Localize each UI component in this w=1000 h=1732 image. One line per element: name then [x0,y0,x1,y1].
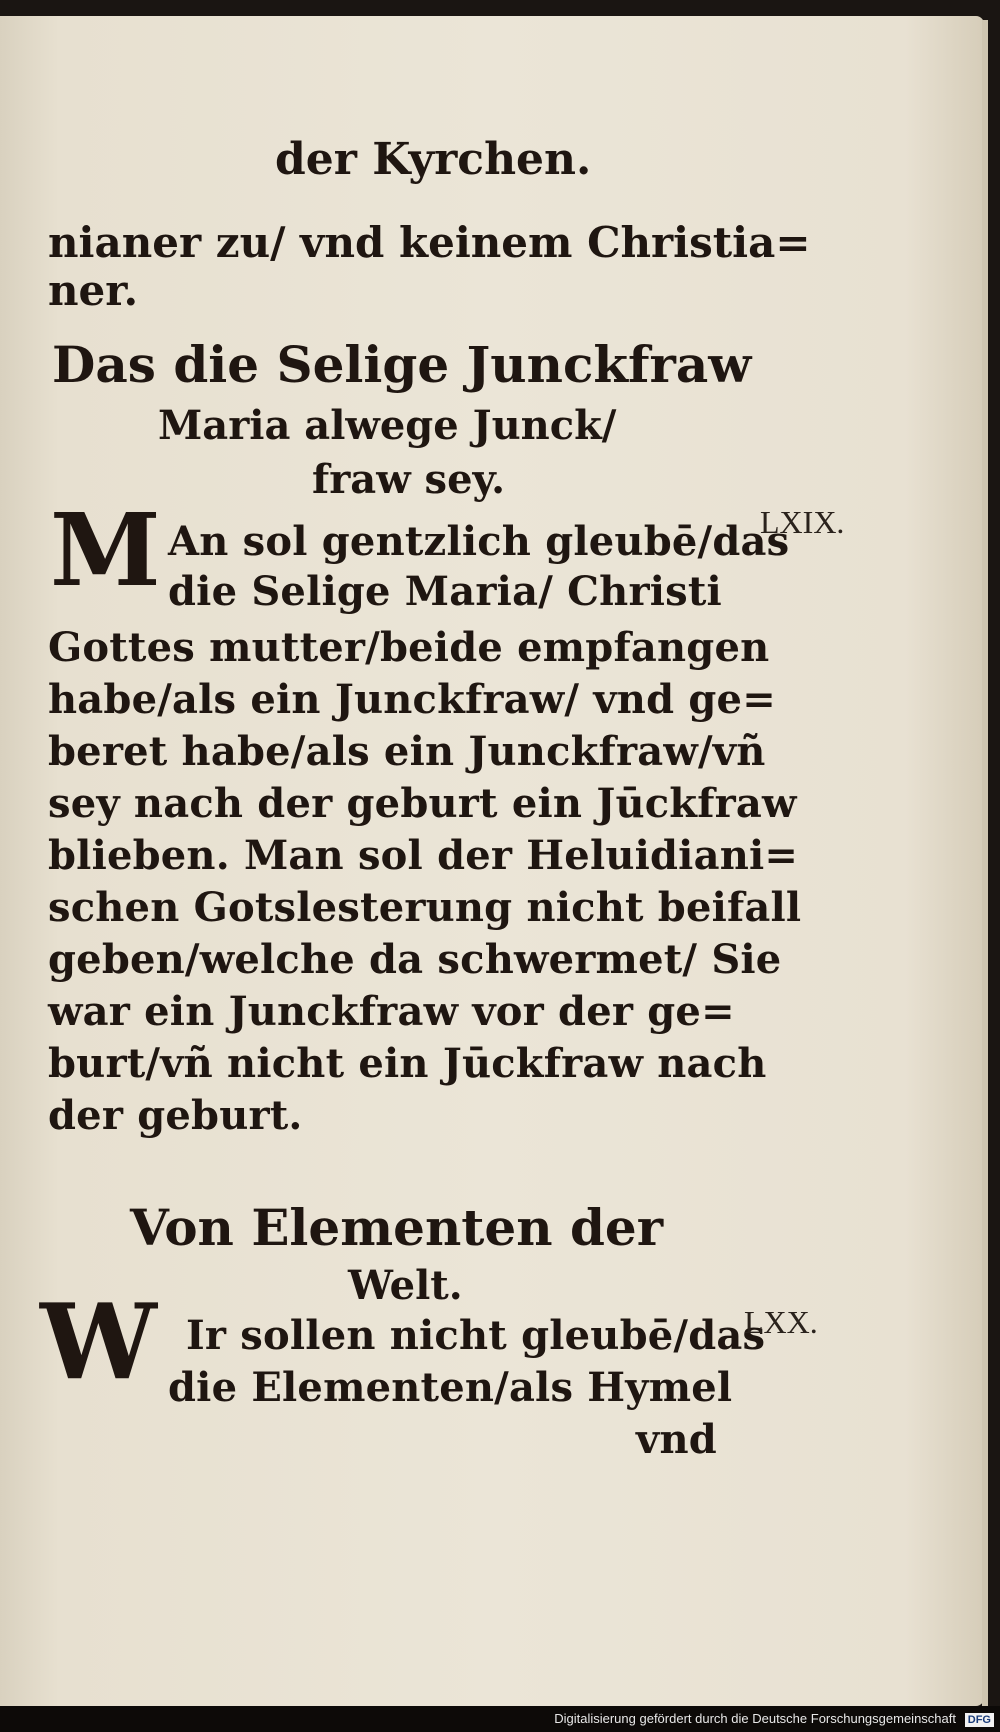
drop-initial: W [40,1280,157,1403]
continuation-line: ner. [48,266,139,315]
section-heading: Welt. [348,1262,463,1309]
text-line: die Selige Maria/ Christi [168,568,722,615]
text-line: Gottes mutter/beide empfangen [48,624,770,671]
margin-number: LXX. [744,1304,818,1340]
text-line: Ir sollen nicht gleubē/das [186,1312,766,1359]
section-heading: fraw sey. [312,456,506,503]
text-line: geben/welche da schwermet/ Sie [48,936,782,983]
funding-note: Digitalisierung gefördert durch die Deutsche Forschungsgemeinschaft [554,1711,956,1726]
text-line: habe/als ein Junckfraw/ vnd ge= [48,676,776,723]
text-line: sey nach der geburt ein Jūckfraw [48,780,797,827]
section-heading: Maria alwege Junck/ [158,402,617,449]
text-line: schen Gotslesterung nicht beifall [48,884,802,931]
text-line: war ein Junckfraw vor der ge= [48,988,735,1035]
text-line: die Elementen/als Hymel [168,1364,733,1411]
text-line: blieben. Man sol der Heluidiani= [48,832,799,879]
text-line: An sol gentzlich gleubē/das [168,518,790,565]
continuation-line: nianer zu/ vnd keinem Christia= [48,218,811,267]
footer-bar [0,1706,1000,1732]
text-line: burt/vñ nicht ein Jūckfraw nach [48,1040,767,1087]
catchword: vnd [636,1416,717,1463]
margin-number: LXIX. [760,504,845,540]
running-head: der Kyrchen. [275,134,592,185]
dfg-logo-icon: DFG [965,1713,994,1727]
drop-initial: M [50,491,161,609]
page-edge [982,20,988,1710]
section-heading: Das die Selige Junckfraw [52,335,752,394]
text-line: beret habe/als ein Junckfraw/vñ [48,728,766,775]
text-line: der geburt. [48,1092,303,1139]
section-heading: Von Elementen der [130,1198,664,1257]
